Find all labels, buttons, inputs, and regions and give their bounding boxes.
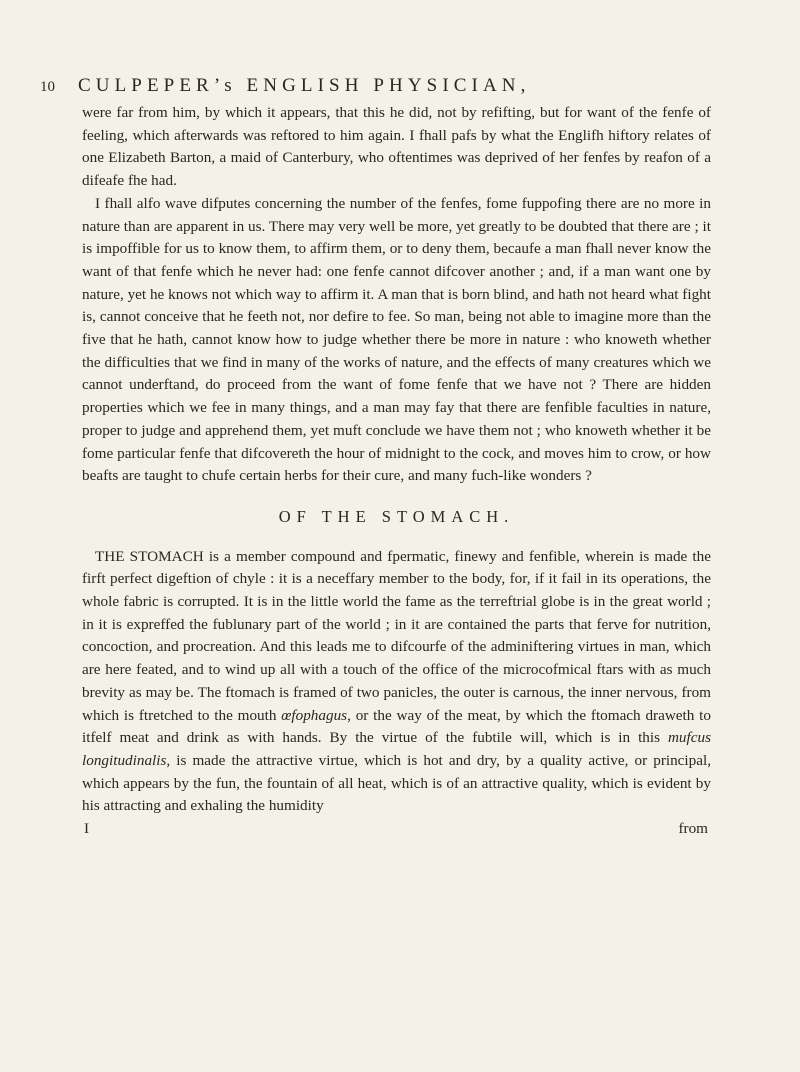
section-lead-word: THE STOMACH — [95, 547, 204, 565]
section-heading: OF THE STOMACH. — [278, 506, 515, 526]
catchword: from — [678, 820, 708, 838]
paragraph-continued: were far from him, by which it appears, that this he did, not by refifting, but for want of the fenfe of feeling, which afterwards was reftored to him again. I fhall pafs by what the Englifh hiftory relates of one Elizabeth Barton, a maid of Canterbury, who oftentimes was deprived of her fenfes by reafon of a difeafe fhe had. — [82, 104, 711, 190]
section-text-part-2: , or the way of the meat, by which the ftomach draweth to itfelf meat and drink as with hands. By the virtue of the fubtile will, which is in this — [82, 706, 711, 747]
section-text-part-3: , is made the attractive virtue, which is hot and dry, by a quality active, or principal, which appears by the fun, the fountain of all heat, which is of an attractive quality, which is evident by his attracting and exhaling the humidity — [82, 751, 711, 815]
paragraph-senses: I fhall alfo wave difputes concerning the number of the fenfes, fome fuppofing there are no more in nature than are apparent in us. There may very well be more, yet greatly to be doubted that there are ; it is impoffible for us to know them, to affirm them, or to deny them, becaufe a man fhall never know the want of that fenfe which he never had: one fenfe cannot difcover another ; and, if a man want one by nature, yet he knows not which way to affirm it. A man that is born blind, and hath not heard what fight is, cannot conceive that he feeth not, nor defire to fee. So man, being not able to imagine more than the five that he hath, cannot know how to judge whether there be more in nature : who knoweth whether the difficulties that we find in many of the works of nature, and the effects of many creatures which we cannot underftand, do proceed from the want of fome fenfe that we have not ? There are hidden properties which we fee in many things, and a man may fay that there are fenfible faculties in nature, proper to judge and apprehend them, yet muft conclude we have them not ; who knoweth whether it be fome particular fenfe that difcovereth the hour of midnight to the cock, and moves him to crow, or how beafts are taught to chufe certain herbs for their cure, and many fuch-like wonders ? — [82, 194, 711, 485]
italic-term-oesophagus: œfophagus — [281, 706, 348, 724]
page-footer — [82, 818, 711, 841]
paragraph-stomach — [82, 546, 711, 818]
running-title: CULPEPER’s ENGLISH PHYSICIAN, — [78, 75, 531, 96]
page-body — [82, 102, 711, 841]
section-text-part-1: is a member compound and fpermatic, finewy and fenfible, wherein is made the firft perfect digeftion of chyle : it is a neceffary member to the body, for, if it fail in its operations, the whole fabric is corrupted. It is in the little world the fame as the terreftrial globe is in the great world ; in it is expreffed the fublunary part of the world ; in it are contained the parts that ferve for nutrition, concoction, and procreation. And this leads me to difcourfe of the adminiftering virtues in man, which are here feated, and to wind up all with a touch of the office of the microcofmical ftars with as much brevity as may be. The ftomach is framed of two panicles, the outer is carnous, the inner nervous, from which is ftretched to the mouth — [82, 547, 711, 724]
running-header — [40, 74, 740, 99]
page-number: 10 — [40, 79, 55, 95]
italic-term-muscle: mufcus longitudinalis — [82, 729, 711, 769]
signature-mark: I — [84, 820, 90, 838]
